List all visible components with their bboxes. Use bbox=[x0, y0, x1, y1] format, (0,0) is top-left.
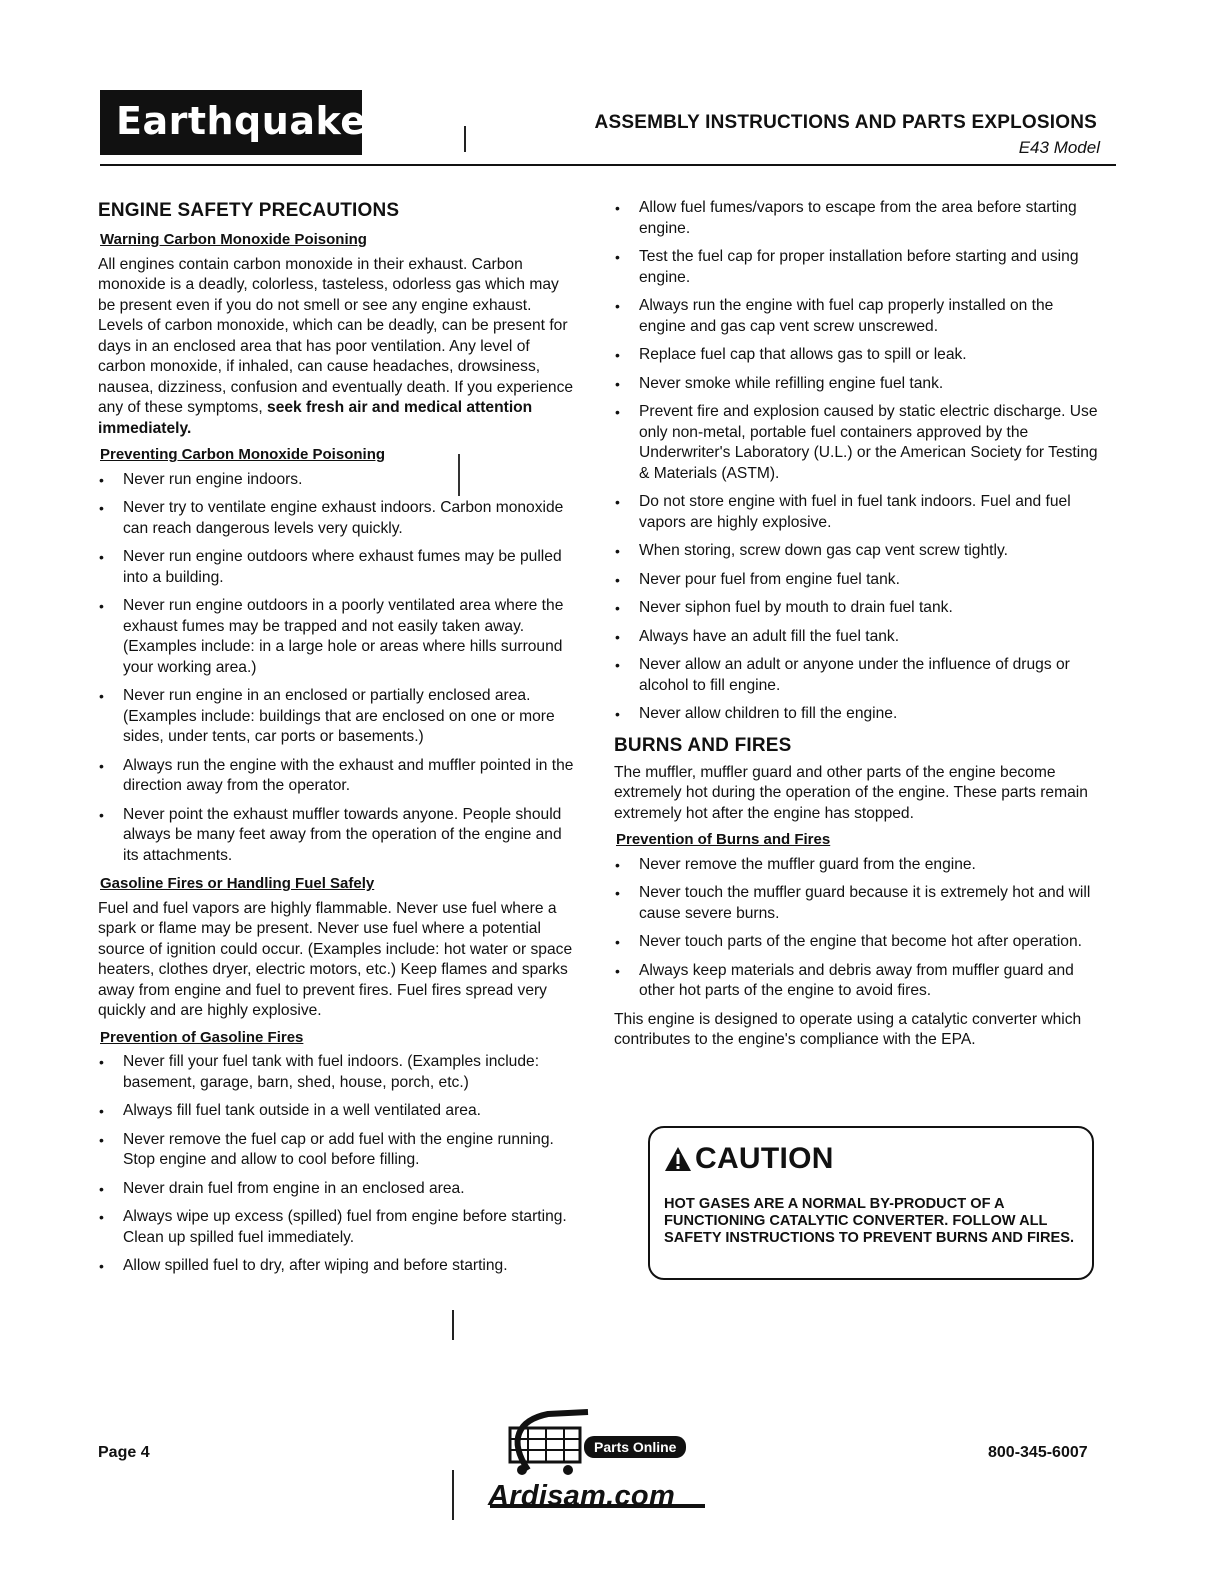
list-item: • Do not store engine with fuel in fuel tank indoors. Fuel and fuel vapors are highly explosive. bbox=[614, 492, 1100, 533]
list-item: • Never run engine outdoors where exhaust fumes may be pulled into a building. bbox=[98, 547, 578, 588]
list-item: • Never remove the fuel cap or add fuel with the engine running. Stop engine and allow to cool before filling. bbox=[98, 1130, 578, 1171]
subheading-warning-co: Warning Carbon Monoxide Poisoning bbox=[100, 231, 367, 248]
left-column bbox=[98, 198, 578, 1285]
caution-header bbox=[664, 1142, 1074, 1176]
prevention-gasoline-list bbox=[98, 1052, 578, 1277]
warning-text: All engines contain carbon monoxide in their exhaust. Carbon monoxide is a deadly, colorless, tasteless, odorless gas which may be present even if you do not smell or see any engine exhaust. Levels of carbon monoxide, which can be deadly, can be present for days in an enclosed area that has poor ventilation. Any level of carbon monoxide, if inhaled, can cause headaches, drowsiness, nausea, dizziness, confusion and eventually death. If you experience any of these symptoms, bbox=[98, 255, 574, 416]
list-item: • Never siphon fuel by mouth to drain fuel tank. bbox=[614, 598, 1100, 619]
list-item: • Never try to ventilate engine exhaust indoors. Carbon monoxide can reach dangerous levels very quickly. bbox=[98, 498, 578, 539]
list-item: • Always fill fuel tank outside in a well ventilated area. bbox=[98, 1101, 578, 1122]
burns-paragraph: The muffler, muffler guard and other parts of the engine become extremely hot during the operation of the engine. These parts remain extremely hot after the engine has stopped. bbox=[614, 763, 1088, 822]
list-item: • Never remove the muffler guard from the engine. bbox=[614, 855, 1100, 876]
list-item: • Never run engine outdoors in a poorly ventilated area where the exhaust fumes may be trapped and not easily taken away. (Examples include: in a large hole or areas where hills surround your working area.) bbox=[98, 596, 578, 678]
list-item: • Never touch parts of the engine that become hot after operation. bbox=[614, 932, 1100, 953]
list-item: • Always run the engine with the exhaust and muffler pointed in the direction away from the operator. bbox=[98, 756, 578, 797]
list-item: • Never touch the muffler guard because it is extremely hot and will cause severe burns. bbox=[614, 883, 1100, 924]
list-item: • Always have an adult fill the fuel tank. bbox=[614, 627, 1100, 648]
logo-underline bbox=[100, 152, 362, 155]
list-item: • Replace fuel cap that allows gas to spill or leak. bbox=[614, 345, 1100, 366]
list-item: • Never allow children to fill the engine. bbox=[614, 704, 1100, 725]
list-item: • Always run the engine with fuel cap properly installed on the engine and gas cap vent screw unscrewed. bbox=[614, 296, 1100, 337]
list-item: • Never pour fuel from engine fuel tank. bbox=[614, 570, 1100, 591]
list-item: • Never smoke while refilling engine fuel tank. bbox=[614, 374, 1100, 395]
subheading-gasoline-fires: Gasoline Fires or Handling Fuel Safely bbox=[100, 875, 375, 892]
gasoline-paragraph: Fuel and fuel vapors are highly flammable. Never use fuel where a spark or flame may be present. Never use fuel where a potential source of ignition could occur. (Examples include: hot water or space heaters, clothes dryer, electric motors, etc.) Keep flames and sparks away from engine and fuel to prevent fires. Fuel fires spread very quickly and are highly explosive. bbox=[98, 899, 573, 1019]
catalytic-paragraph: This engine is designed to operate using a catalytic converter which contributes to the engine's compliance with the EPA. bbox=[614, 1010, 1082, 1048]
warning-paragraph bbox=[98, 255, 578, 440]
list-item: • Always wipe up excess (spilled) fuel from engine before starting. Clean up spilled fuel immediately. bbox=[98, 1207, 578, 1248]
caution-title: CAUTION bbox=[695, 1142, 834, 1175]
footer-divider bbox=[452, 1470, 454, 1520]
list-item: • Test the fuel cap for proper installation before starting and using engine. bbox=[614, 247, 1100, 288]
page-number: Page 4 bbox=[98, 1444, 150, 1461]
list-item: • Never run engine indoors. bbox=[98, 470, 578, 491]
list-item: • Always keep materials and debris away from muffler guard and other hot parts of the engine to avoid fires. bbox=[614, 961, 1100, 1002]
preventing-co-list bbox=[98, 470, 578, 867]
brand-logo: Earthquake bbox=[100, 90, 362, 152]
warning-triangle-icon bbox=[664, 1146, 692, 1172]
parts-online-badge: Parts Online bbox=[584, 1436, 686, 1458]
margin-mark bbox=[452, 1310, 454, 1340]
fuel-safety-list bbox=[614, 198, 1100, 725]
prevention-burns-list bbox=[614, 855, 1100, 1002]
site-wordmark: Ardisam.com bbox=[488, 1480, 676, 1512]
caution-text: HOT GASES ARE A NORMAL BY-PRODUCT OF A FUNCTIONING CATALYTIC CONVERTER. FOLLOW ALL SAFETY INSTRUCTIONS TO PREVENT BURNS AND FIRES. bbox=[664, 1196, 1075, 1246]
model-label: E43 Model bbox=[1018, 138, 1100, 157]
section-heading-engine-safety: ENGINE SAFETY PRECAUTIONS bbox=[98, 200, 400, 221]
subheading-preventing-co: Preventing Carbon Monoxide Poisoning bbox=[100, 446, 386, 463]
list-item: • Allow spilled fuel to dry, after wiping and before starting. bbox=[98, 1256, 578, 1277]
subheading-prevention-gasoline: Prevention of Gasoline Fires bbox=[100, 1028, 304, 1046]
list-item: • When storing, screw down gas cap vent screw tightly. bbox=[614, 541, 1100, 562]
shopping-cart-icon bbox=[488, 1400, 738, 1540]
document-title: ASSEMBLY INSTRUCTIONS AND PARTS EXPLOSIONS bbox=[594, 112, 1097, 133]
margin-mark bbox=[458, 454, 460, 496]
caution-box bbox=[648, 1126, 1094, 1280]
list-item: • Allow fuel fumes/vapors to escape from the area before starting engine. bbox=[614, 198, 1100, 239]
section-heading-burns: BURNS AND FIRES bbox=[614, 734, 792, 756]
list-item: • Never run engine in an enclosed or partially enclosed area. (Examples include: buildings that are enclosed on one or more sides, under tents, car ports or basements.) bbox=[98, 686, 578, 748]
phone-number: 800-345-6007 bbox=[988, 1444, 1088, 1461]
list-item: • Never fill your fuel tank with fuel indoors. (Examples include: basement, garage, barn, shed, house, porch, etc.) bbox=[98, 1052, 578, 1093]
list-item: • Prevent fire and explosion caused by static electric discharge. Use only non-metal, portable fuel containers approved by the Underwriter's Laboratory (U.L.) or the American Society for Testing & Materials (ASTM). bbox=[614, 402, 1100, 484]
right-column bbox=[614, 198, 1100, 1055]
list-item: • Never allow an adult or anyone under the influence of drugs or alcohol to fill engine. bbox=[614, 655, 1100, 696]
list-item: • Never drain fuel from engine in an enclosed area. bbox=[98, 1179, 578, 1200]
list-item: • Never point the exhaust muffler towards anyone. People should always be many feet away from the operation of the engine and its attachments. bbox=[98, 805, 578, 867]
subheading-prevention-burns: Prevention of Burns and Fires bbox=[616, 831, 831, 848]
header-divider bbox=[464, 126, 466, 152]
header-rule bbox=[100, 164, 1116, 166]
warning-emphasis: seek fresh air and medical attention immediately. bbox=[98, 399, 533, 437]
